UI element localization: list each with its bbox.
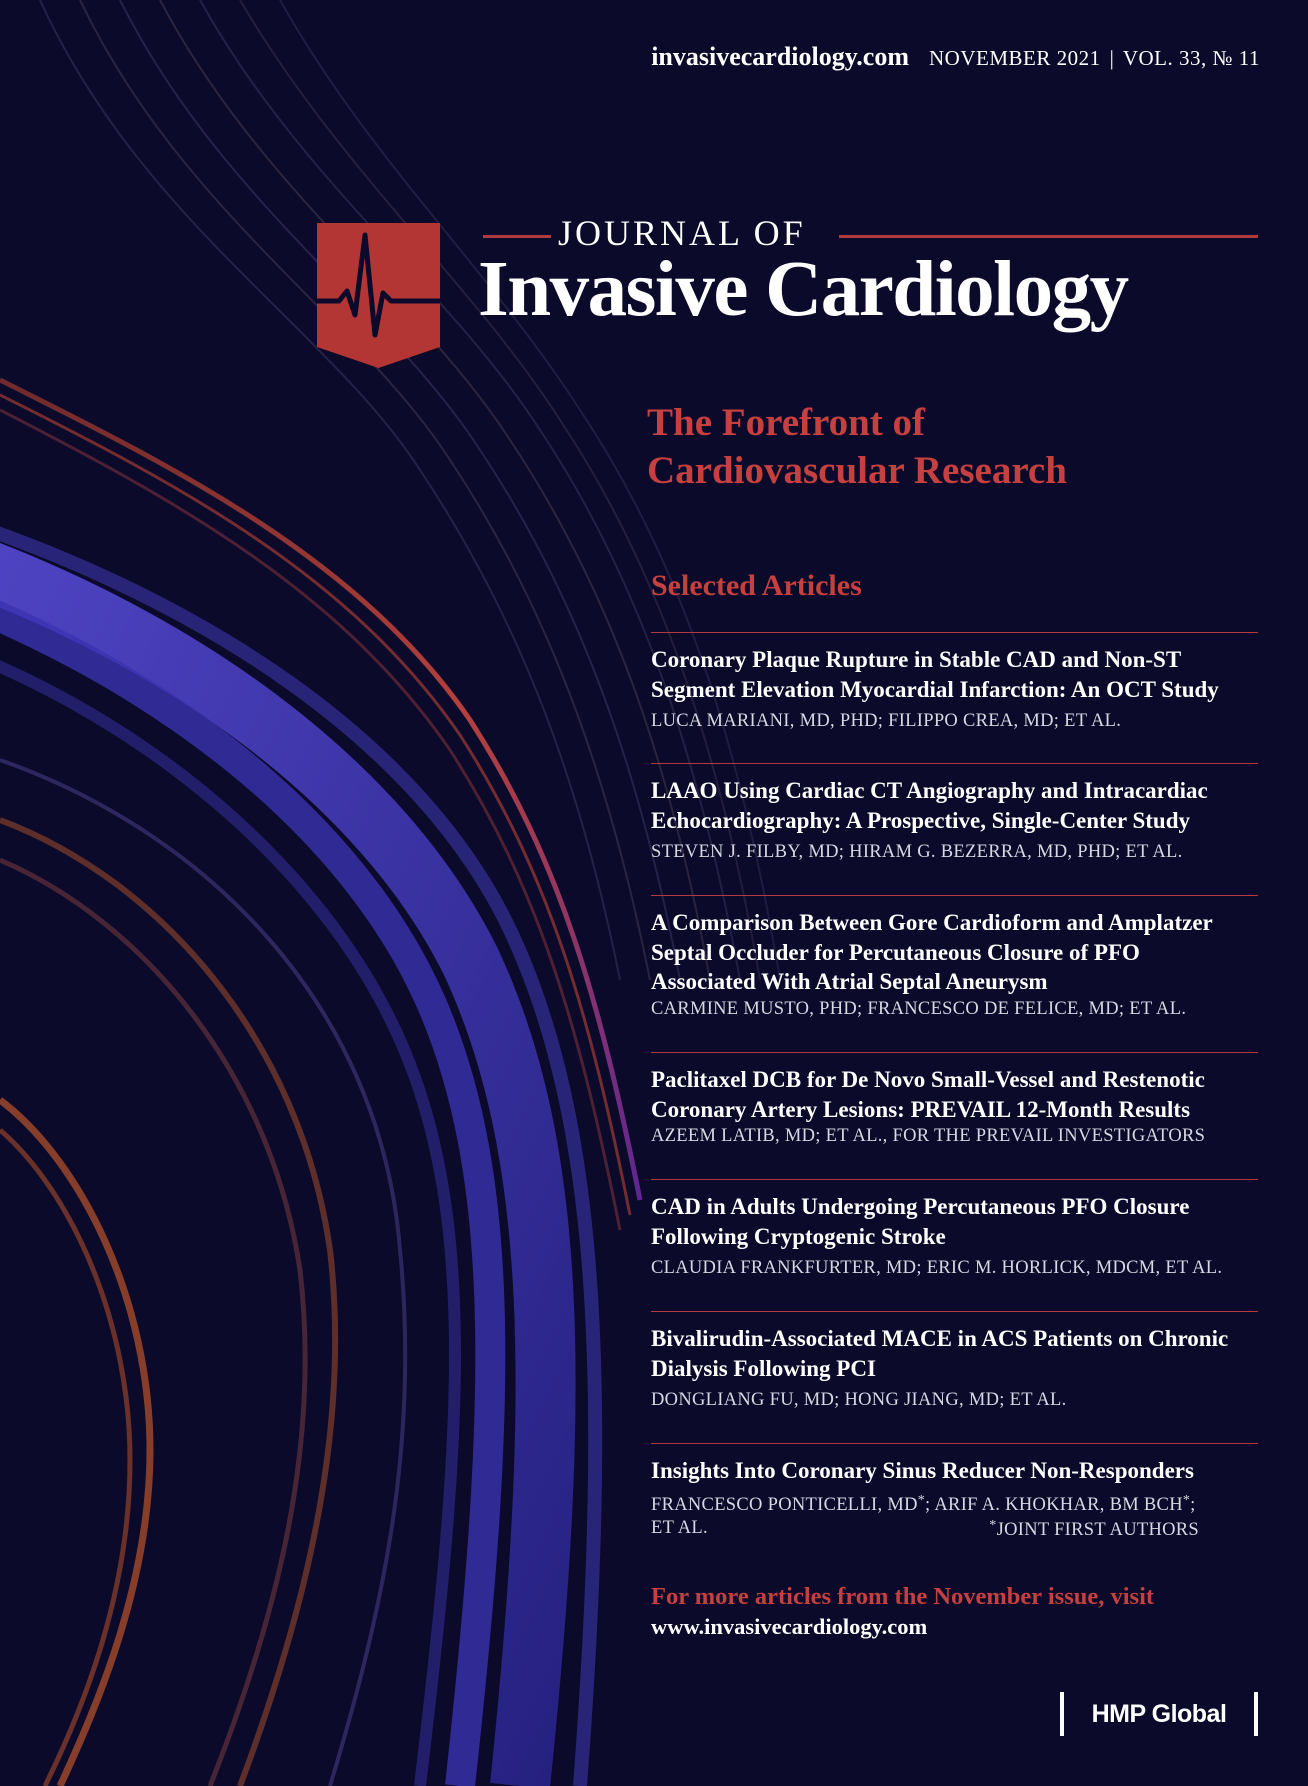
- article-item[interactable]: [651, 632, 1258, 763]
- journal-kicker: JOURNAL OF: [558, 213, 806, 253]
- tagline: [647, 399, 1247, 495]
- article-title-line: Dialysis Following PCI: [651, 1355, 876, 1381]
- kicker-rule-left: [483, 235, 551, 238]
- author-name: ; ARIF A. KHOKHAR, BM BCH: [925, 1494, 1183, 1515]
- article-title-line: CAD in Adults Undergoing Percutaneous PFO Closure: [651, 1194, 1190, 1219]
- article-authors: CLAUDIA FRANKFURTER, MD; ERIC M. HORLICK, MDCM, ET AL.: [651, 1258, 1223, 1278]
- article-title: [651, 1180, 1258, 1251]
- article-title-line: Following Cryptogenic Stroke: [651, 1223, 946, 1249]
- article-title: [651, 896, 1258, 997]
- article-authors: AZEEM LATIB, MD; ET AL., FOR THE PREVAIL INVESTIGATORS: [651, 1126, 1206, 1146]
- tagline-line-1: The Forefront of: [647, 401, 926, 444]
- article-title-line: LAAO Using Cardiac CT Angiography and Intracardiac: [651, 778, 1208, 803]
- article-title: [651, 764, 1258, 835]
- promo-url-link[interactable]: www.invasivecardiology.com: [651, 1614, 928, 1639]
- footnote-text: JOINT FIRST AUTHORS: [996, 1519, 1199, 1540]
- article-authors-line-2: [651, 1518, 1199, 1541]
- author-etal: ET AL.: [651, 1517, 708, 1538]
- article-title-line: Coronary Artery Lesions: PREVAIL 12-Month Results: [651, 1096, 1191, 1122]
- article-title-line: Echocardiography: A Prospective, Single-Center Study: [651, 807, 1191, 833]
- orange-arc-band: [0, 760, 405, 1786]
- article-item[interactable]: [651, 1311, 1258, 1443]
- article-title-line: Insights Into Coronary Sinus Reducer Non-Responders: [651, 1458, 1194, 1483]
- author-name: FRANCESCO PONTICELLI, MD: [651, 1494, 918, 1515]
- more-articles-promo: [651, 1583, 1154, 1640]
- article-title-line: Segment Elevation Myocardial Infarction: An OCT Study: [651, 676, 1219, 702]
- article-authors: STEVEN J. FILBY, MD; HIRAM G. BEZERRA, MD, PHD; ET AL.: [651, 842, 1183, 862]
- article-title-line: A Comparison Between Gore Cardioform and Amplatzer: [651, 910, 1213, 935]
- header-separator: |: [1109, 46, 1114, 70]
- issue-volume: VOL. 33, № 11: [1122, 46, 1260, 70]
- article-title-line: Coronary Plaque Rupture in Stable CAD and Non-ST: [651, 647, 1182, 672]
- footnote: [989, 1518, 1199, 1541]
- article-title: [651, 1312, 1258, 1383]
- kicker-rule-right: [839, 235, 1258, 238]
- selected-articles-heading: Selected Articles: [651, 569, 862, 602]
- author-separator: ;: [1190, 1494, 1196, 1515]
- article-title: [651, 1444, 1258, 1486]
- article-title: [651, 1053, 1258, 1124]
- article-item[interactable]: [651, 763, 1258, 895]
- promo-text: For more articles from the November issue, visit: [651, 1583, 1155, 1610]
- article-item[interactable]: [651, 1443, 1258, 1564]
- article-list: [651, 632, 1258, 1564]
- publisher-logo: [1060, 1692, 1258, 1736]
- article-authors: LUCA MARIANI, MD, PHD; FILIPPO CREA, MD; ET AL.: [651, 711, 1122, 731]
- issue-header: [651, 42, 1260, 72]
- article-title-line: Bivalirudin-Associated MACE in ACS Patients on Chronic: [651, 1326, 1229, 1351]
- article-item[interactable]: [651, 1052, 1258, 1179]
- article-title-line: Associated With Atrial Septal Aneurysm: [651, 969, 1048, 994]
- footnote-mark: *: [989, 1517, 997, 1533]
- article-authors: DONGLIANG FU, MD; HONG JIANG, MD; ET AL.: [651, 1390, 1067, 1410]
- site-url[interactable]: invasivecardiology.com: [651, 42, 910, 71]
- publisher-bar-right: [1254, 1692, 1258, 1736]
- article-title-line: Paclitaxel DCB for De Novo Small-Vessel and Restenotic: [651, 1067, 1205, 1092]
- journal-title: Invasive Cardiology: [478, 246, 1128, 333]
- article-authors: [651, 1493, 1258, 1516]
- article-title: [651, 633, 1258, 704]
- footnote-mark: *: [1182, 1492, 1191, 1508]
- article-title-line: Septal Occluder for Percutaneous Closure of PFO: [651, 939, 1140, 965]
- tagline-line-2: Cardiovascular Research: [647, 449, 1067, 492]
- issue-date: NOVEMBER 2021: [929, 46, 1101, 70]
- footnote-mark: *: [917, 1492, 926, 1508]
- publisher-name: HMP Global: [1091, 1699, 1227, 1728]
- article-authors: CARMINE MUSTO, PHD; FRANCESCO DE FELICE, MD; ET AL.: [651, 998, 1187, 1019]
- article-item[interactable]: [651, 1179, 1258, 1311]
- article-item[interactable]: [651, 895, 1258, 1052]
- heartbeat-shield-icon: [317, 223, 440, 368]
